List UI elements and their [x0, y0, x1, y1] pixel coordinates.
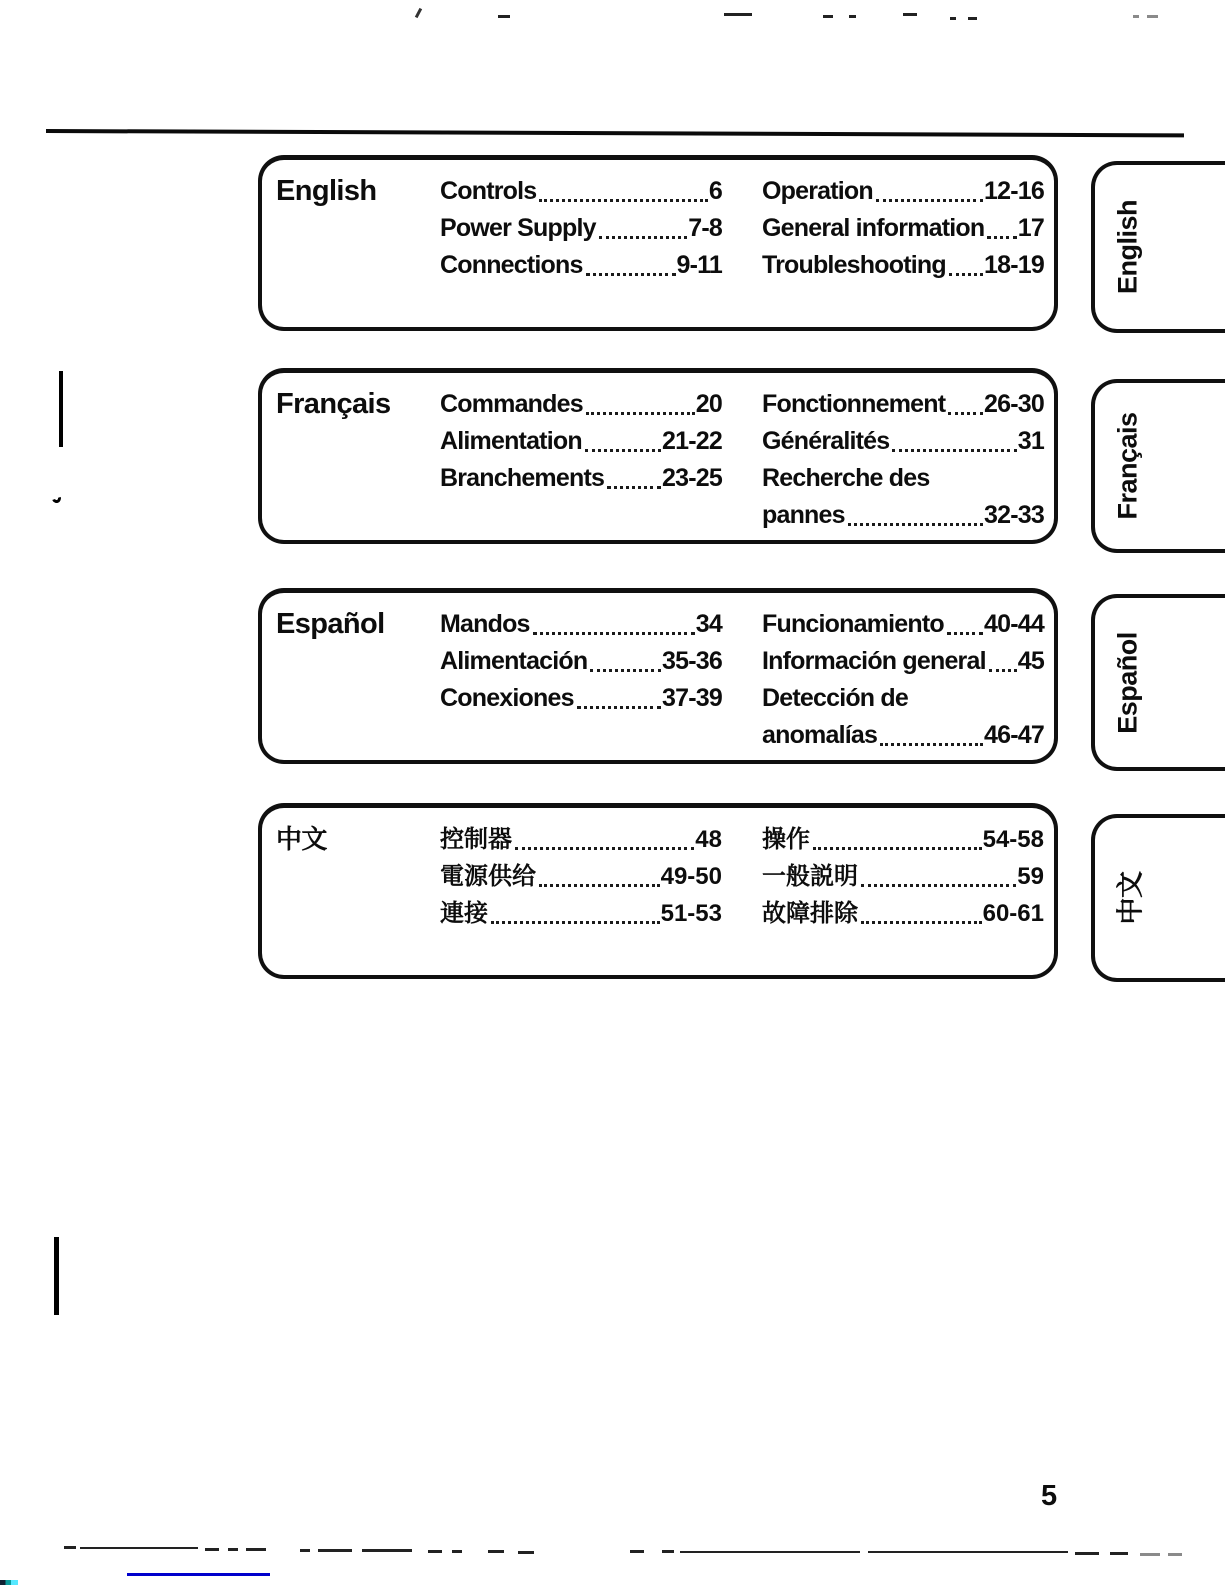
scan-artifact-bar [59, 371, 63, 447]
toc-entry-label: pannes [762, 501, 845, 529]
section-label: Español [276, 608, 385, 640]
toc-entry-label: Commandes [440, 390, 583, 418]
scan-artifact-dash [849, 15, 856, 18]
toc-entry-pages: 40-44 [984, 610, 1044, 638]
scan-artifact-dash [1140, 1553, 1160, 1556]
scan-artifact-corner [0, 1580, 18, 1585]
toc-entry-pages: 48 [695, 826, 722, 853]
dot-leader [590, 669, 661, 672]
toc-column [440, 173, 722, 327]
toc-entry [762, 423, 1044, 460]
section-label: English [276, 175, 377, 207]
toc-entry-label: 故障排除 [762, 900, 858, 927]
toc-entry [440, 680, 722, 717]
toc-entry [762, 606, 1044, 643]
tab-label: 中文 [1115, 871, 1146, 925]
scan-artifact-dash [428, 1550, 442, 1553]
scan-artifact-bar [54, 1237, 59, 1315]
toc-entry [440, 423, 722, 460]
scan-artifact-dash [1147, 15, 1158, 18]
scan-artifact-dash [64, 1546, 76, 1549]
toc-column [762, 173, 1044, 327]
toc-entry [440, 210, 722, 247]
scan-artifact-dash [80, 1547, 198, 1549]
dot-leader [607, 486, 661, 489]
tab-label: Español [1112, 631, 1143, 734]
toc-entry-pages: 21-22 [662, 427, 722, 455]
dot-leader [989, 669, 1017, 672]
dot-leader [585, 449, 661, 452]
toc-entry-label: 控制器 [440, 826, 512, 853]
toc-entry-pages: 18-19 [984, 251, 1044, 279]
scan-artifact-dash [724, 13, 752, 16]
toc-entry-pages: 12-16 [984, 177, 1044, 205]
toc-entry-pages: 46-47 [984, 721, 1044, 749]
toc-entry-pages: 23-25 [662, 464, 722, 492]
toc-entry-pages: 32-33 [984, 501, 1044, 529]
toc-entry-pages: 9-11 [676, 251, 722, 279]
language-tab-english [1091, 161, 1225, 333]
dot-leader [949, 273, 983, 276]
toc-column [440, 386, 722, 540]
scan-artifact-dash [318, 1549, 352, 1552]
scan-artifact-dash [1110, 1552, 1128, 1555]
toc-entry [762, 386, 1044, 423]
scan-artifact-dash [362, 1549, 412, 1552]
dot-leader [861, 884, 1016, 887]
dot-leader [586, 412, 695, 415]
scan-artifact-tick [415, 8, 422, 18]
toc-entry [762, 173, 1044, 210]
toc-entry-label: Branchements [440, 464, 605, 492]
page-number: 5 [1041, 1480, 1057, 1512]
toc-entry-pages: 60-61 [982, 900, 1044, 927]
language-tab-espanol [1091, 594, 1225, 771]
toc-entry-label: Connections [440, 251, 583, 279]
tab-label: English [1112, 199, 1143, 295]
toc-column [762, 821, 1044, 975]
toc-entry [762, 643, 1044, 680]
toc-entry-label: Alimentation [440, 427, 582, 455]
toc-entry-pages: 45 [1017, 647, 1044, 675]
dot-leader [848, 523, 983, 526]
toc-entry [440, 247, 722, 284]
scan-artifact-dash [630, 1550, 644, 1553]
scan-artifact-dash [452, 1550, 462, 1553]
toc-entry-label: 一般説明 [762, 863, 858, 890]
language-tab-francais [1091, 379, 1225, 553]
scan-artifact-dash [968, 17, 977, 20]
scan-artifact-dash [488, 1550, 504, 1553]
toc-entry-label: Alimentación [440, 647, 588, 675]
scan-artifact-dash [246, 1548, 266, 1551]
toc-entry-label: 連接 [440, 900, 488, 927]
dot-leader [539, 199, 708, 202]
toc-entry [762, 821, 1044, 858]
toc-entry [440, 173, 722, 210]
toc-entry [762, 210, 1044, 247]
toc-entry [440, 606, 722, 643]
header-rule [46, 129, 1184, 137]
dot-leader [876, 199, 983, 202]
toc-entry-pages: 49-50 [660, 863, 722, 890]
toc-entry-label: Power Supply [440, 214, 596, 242]
toc-entry [762, 858, 1044, 895]
toc-entry-pages: 26-30 [984, 390, 1044, 418]
dot-leader [491, 921, 660, 924]
toc-entry-pages: 17 [1017, 214, 1044, 242]
toc-entry [762, 247, 1044, 284]
section-label: Français [276, 388, 391, 420]
dot-leader [813, 847, 982, 850]
dot-leader [987, 236, 1016, 239]
toc-entry [440, 386, 722, 423]
toc-entry-label: anomalías [762, 721, 878, 749]
toc-entry-label: Fonctionnement [762, 390, 946, 418]
toc-entry-label: General information [762, 214, 985, 242]
blue-underline [127, 1573, 270, 1576]
toc-entry-label: Troubleshooting [762, 251, 946, 279]
language-tab-chinese [1091, 814, 1225, 982]
scan-artifact-dash [300, 1549, 310, 1552]
scan-artifact-dash [205, 1548, 219, 1551]
toc-entry-label: Mandos [440, 610, 530, 638]
toc-section-espanol [258, 588, 1058, 764]
scan-artifact-dash [228, 1548, 238, 1551]
dot-leader [947, 632, 983, 635]
toc-entry-pages: 34 [695, 610, 722, 638]
dot-leader [586, 273, 676, 276]
scan-artifact-dash [950, 17, 956, 20]
toc-entry [762, 680, 1044, 754]
toc-section-chinese [258, 803, 1058, 979]
scan-artifact-dash [498, 15, 510, 18]
toc-entry-label: 電源供给 [440, 863, 536, 890]
scan-artifact-dash [823, 15, 833, 18]
toc-entry-pages: 51-53 [660, 900, 722, 927]
dot-leader [892, 449, 1016, 452]
toc-entry [440, 643, 722, 680]
toc-entry [440, 821, 722, 858]
toc-entry-label: 操作 [762, 826, 810, 853]
dot-leader [577, 706, 661, 709]
toc-entry-pages: 37-39 [662, 684, 722, 712]
toc-entry-label: Controls [440, 177, 537, 205]
dot-leader [539, 884, 660, 887]
scan-artifact-dash [518, 1551, 534, 1554]
scan-artifact-dash [1133, 15, 1139, 18]
scan-artifact-dash [1168, 1553, 1182, 1556]
toc-entry-wrap-line: Detección de [762, 684, 909, 712]
section-label: 中文 [276, 824, 327, 854]
toc-entry [762, 895, 1044, 932]
toc-entry-pages: 31 [1017, 427, 1044, 455]
dot-leader [515, 847, 694, 850]
tab-label: Français [1112, 412, 1143, 520]
toc-entry-pages: 35-36 [662, 647, 722, 675]
scan-artifact-dash [662, 1550, 674, 1553]
toc-column [762, 606, 1044, 760]
dot-leader [533, 632, 695, 635]
toc-section-francais [258, 368, 1058, 544]
scan-artifact-dash [680, 1551, 860, 1553]
dot-leader [948, 412, 983, 415]
toc-entry-pages: 6 [708, 177, 722, 205]
scan-artifact-dash [868, 1551, 1068, 1553]
dot-leader [861, 921, 982, 924]
toc-entry-pages: 54-58 [982, 826, 1044, 853]
toc-entry [440, 460, 722, 497]
toc-entry-pages: 7-8 [688, 214, 722, 242]
toc-entry-label: Conexiones [440, 684, 574, 712]
scan-artifact-dash [1075, 1552, 1099, 1555]
toc-entry-label: Généralités [762, 427, 890, 455]
toc-column [440, 606, 722, 760]
toc-column [440, 821, 722, 975]
toc-entry [440, 858, 722, 895]
toc-entry-pages: 20 [695, 390, 722, 418]
toc-entry-label: Funcionamiento [762, 610, 944, 638]
toc-entry [440, 895, 722, 932]
toc-entry-wrap-line: Recherche des [762, 464, 930, 492]
toc-column [762, 386, 1044, 540]
toc-entry-pages: 59 [1017, 863, 1044, 890]
toc-entry [762, 460, 1044, 534]
scan-artifact-speck [51, 493, 63, 505]
toc-entry-label: Información general [762, 647, 986, 675]
toc-section-english [258, 155, 1058, 331]
dot-leader [599, 236, 688, 239]
dot-leader [880, 743, 983, 746]
scan-artifact-dash [903, 13, 917, 16]
toc-entry-label: Operation [762, 177, 873, 205]
